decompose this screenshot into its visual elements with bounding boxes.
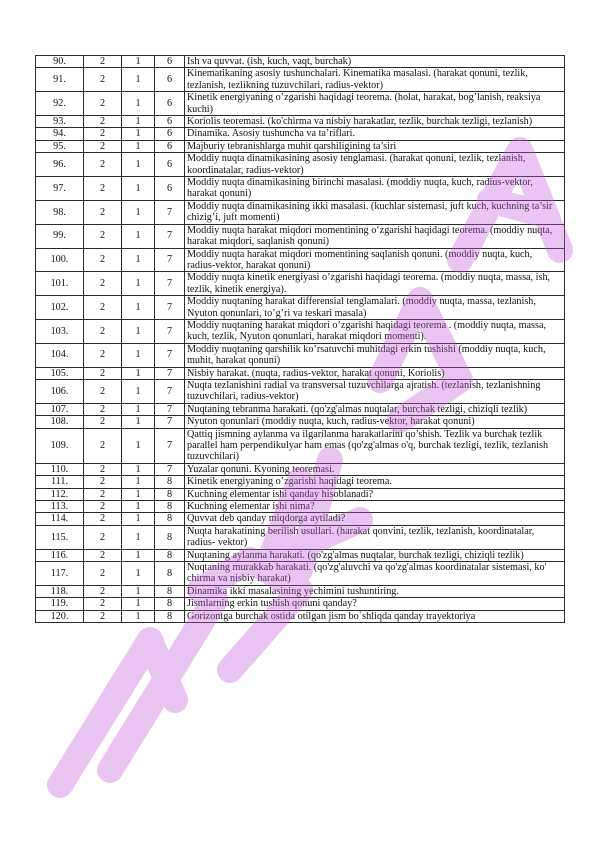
table-row (36, 177, 565, 201)
row-col-a: 2 (84, 140, 122, 152)
row-text: Kinetik energiyaning o’zgarishi haqidagi teorema. (holat, harakat, bog’lanish, reaksiya kuchi) (185, 92, 565, 116)
row-text: Majburiy tebranishlarga muhit qarshiligining ta’siri (185, 140, 565, 152)
row-col-b: 1 (122, 525, 155, 549)
row-number: 107. (36, 403, 84, 415)
row-col-b: 1 (122, 513, 155, 525)
row-number: 119. (36, 598, 84, 610)
row-col-a: 2 (84, 343, 122, 367)
row-col-c: 7 (155, 416, 185, 428)
row-text: Nuqta tezlanishini radial va transversal tuzuvchilarga ajratish. (tezlanish, tezlanishning tuzuvchilari, radius-vektor) (185, 379, 565, 403)
row-text: Quvvat deb qanday miqdorga aytiladi? (185, 513, 565, 525)
row-col-a: 2 (84, 403, 122, 415)
table-row (36, 140, 565, 152)
row-col-a: 2 (84, 513, 122, 525)
row-text: Dinamika ikki masalasining yechimini tushuntiring. (185, 585, 565, 597)
row-number: 117. (36, 562, 84, 586)
row-text: Gorizontga burchak ostida otilgan jism bo`shliqda qanday trayektoriya (185, 610, 565, 622)
row-col-b: 1 (122, 128, 155, 140)
row-col-b: 1 (122, 56, 155, 68)
row-col-b: 1 (122, 116, 155, 128)
table-row (36, 428, 565, 463)
row-col-b: 1 (122, 598, 155, 610)
row-col-a: 2 (84, 128, 122, 140)
row-text: Moddiy nuqtaning harakat differensial tenglamalari. (moddiy nuqta, massa, tezlanish, Nyuton qonunlari, to’g’ri va teskari masala) (185, 296, 565, 320)
row-col-b: 1 (122, 379, 155, 403)
row-text: Nisbiy harakat. (nuqta, radius-vektor, harakat qonuni, Koriolis) (185, 367, 565, 379)
row-text: Moddiy nuqtaning harakat miqdori o’zgarishi haqidagi teorema . (moddiy nuqta, massa, kuch, tezlik, Nyuton qonunlari, harakat miqdori momenti). (185, 319, 565, 343)
table-row (36, 367, 565, 379)
row-col-a: 2 (84, 116, 122, 128)
row-col-b: 1 (122, 428, 155, 463)
row-col-b: 1 (122, 403, 155, 415)
row-number: 110. (36, 463, 84, 475)
row-number: 111. (36, 476, 84, 488)
row-text: Kinematikaning asosiy tushunchalari. Kinematika masalasi. (harakat qonuni, tezlik, tezlanish, tezlikning tuzuvchilari, radius-vektor) (185, 68, 565, 92)
row-text: Qattiq jismning aylanma va ilgarilanma harakatlarini qo’shish. Tezlik va burchak tezlik parallel ham perpendikulyar ham emas (qo'zg'almas o'q, burchak tezligi, tezlik, tezlanish tuzuvchilari) (185, 428, 565, 463)
row-col-b: 1 (122, 476, 155, 488)
row-col-a: 2 (84, 367, 122, 379)
table-row (36, 488, 565, 500)
row-col-c: 8 (155, 562, 185, 586)
row-text: Nuqtaning aylanma harakati. (qo'zg'almas nuqtalar, burchak tezligi, chiziqli tezlik) (185, 549, 565, 561)
row-number: 115. (36, 525, 84, 549)
row-col-b: 1 (122, 610, 155, 622)
row-col-a: 2 (84, 92, 122, 116)
table-row (36, 585, 565, 597)
row-col-a: 2 (84, 610, 122, 622)
row-text: Kinetik energiyaning o’zgarishi haqidagi teorema. (185, 476, 565, 488)
row-col-b: 1 (122, 416, 155, 428)
table-row (36, 403, 565, 415)
row-number: 104. (36, 343, 84, 367)
row-col-b: 1 (122, 463, 155, 475)
row-col-a: 2 (84, 562, 122, 586)
row-col-b: 1 (122, 501, 155, 513)
row-number: 116. (36, 549, 84, 561)
row-col-b: 1 (122, 153, 155, 177)
row-col-c: 7 (155, 403, 185, 415)
row-col-b: 1 (122, 562, 155, 586)
row-number: 99. (36, 224, 84, 248)
row-text: Moddiy nuqtaning qarshilik ko’rsatuvchi muhitdagi erkin tushishi (moddiy nuqta, kuch, muhit, harakat qonuni) (185, 343, 565, 367)
table-row (36, 463, 565, 475)
table-row (36, 319, 565, 343)
row-number: 102. (36, 296, 84, 320)
row-text: Moddiy nuqta dinamikasining asosiy tenglamasi. (harakat qonuni, tezlik, tezlanish, koordinatalar, radius-vektor) (185, 153, 565, 177)
row-number: 101. (36, 272, 84, 296)
table-row (36, 501, 565, 513)
table-row (36, 248, 565, 272)
row-text: Nuqtaning murakkab harakati. (qo'zg'aluvchi va qo'zg'almas koordinatalar sistemasi, ko' chirma va nisbiy harakat) (185, 562, 565, 586)
row-col-a: 2 (84, 272, 122, 296)
row-col-c: 6 (155, 177, 185, 201)
table-row (36, 200, 565, 224)
table-row (36, 525, 565, 549)
row-col-c: 6 (155, 128, 185, 140)
row-col-c: 8 (155, 501, 185, 513)
row-number: 120. (36, 610, 84, 622)
row-text: Kuchning elementar ishi nima? (185, 501, 565, 513)
row-number: 113. (36, 501, 84, 513)
row-number: 100. (36, 248, 84, 272)
table-row (36, 56, 565, 68)
row-text: Kuchning elementar ishi qanday hisoblanadi? (185, 488, 565, 500)
row-col-c: 7 (155, 224, 185, 248)
question-table (35, 55, 565, 623)
table-row (36, 224, 565, 248)
row-text: Ish va quvvat. (ish, kuch, vaqt, burchak) (185, 56, 565, 68)
row-number: 103. (36, 319, 84, 343)
table-row (36, 379, 565, 403)
row-text: Nuqtaning tebranma harakati. (qo'zg'almas nuqtalar, burchak tezligi, chiziqli tezlik) (185, 403, 565, 415)
table-row (36, 116, 565, 128)
row-col-a: 2 (84, 68, 122, 92)
row-col-b: 1 (122, 200, 155, 224)
row-col-c: 7 (155, 379, 185, 403)
row-text: Moddiy nuqta harakat miqdori momentining saqlanish qonuni. (moddiy nuqta, kuch, radius-vektor, harakat qonuni) (185, 248, 565, 272)
row-col-c: 7 (155, 367, 185, 379)
row-col-c: 8 (155, 525, 185, 549)
row-col-c: 7 (155, 428, 185, 463)
row-text: Moddiy nuqta dinamikasining ikki masalasi. (kuchlar sistemasi, juft kuch, kuchning ta’sir chizig’i, juft momenti) (185, 200, 565, 224)
row-col-a: 2 (84, 200, 122, 224)
row-col-b: 1 (122, 140, 155, 152)
row-col-c: 6 (155, 56, 185, 68)
row-text: Dinamika. Asosiy tushuncha va ta’riflari. (185, 128, 565, 140)
row-col-a: 2 (84, 177, 122, 201)
row-col-b: 1 (122, 92, 155, 116)
row-number: 94. (36, 128, 84, 140)
row-col-a: 2 (84, 525, 122, 549)
table-row (36, 128, 565, 140)
table-row (36, 68, 565, 92)
row-text: Koriolis teoremasi. (ko'chirma va nisbiy harakatlar, tezlik, burchak tezligi, tezlanish) (185, 116, 565, 128)
row-col-c: 8 (155, 549, 185, 561)
row-col-c: 7 (155, 272, 185, 296)
row-number: 106. (36, 379, 84, 403)
table-row (36, 476, 565, 488)
row-number: 114. (36, 513, 84, 525)
row-text: Jismlarning erkin tushish qonuni qanday? (185, 598, 565, 610)
table-row (36, 562, 565, 586)
row-col-a: 2 (84, 248, 122, 272)
row-col-b: 1 (122, 549, 155, 561)
row-col-a: 2 (84, 319, 122, 343)
row-col-a: 2 (84, 501, 122, 513)
row-col-c: 8 (155, 598, 185, 610)
table-body (36, 56, 565, 623)
row-col-c: 6 (155, 116, 185, 128)
row-number: 93. (36, 116, 84, 128)
row-col-a: 2 (84, 549, 122, 561)
row-col-b: 1 (122, 343, 155, 367)
row-number: 112. (36, 488, 84, 500)
row-col-b: 1 (122, 296, 155, 320)
row-text: Moddiy nuqta dinamikasining birinchi masalasi. (moddiy nuqta, kuch, radius-vektor, harakat qonuni) (185, 177, 565, 201)
row-col-b: 1 (122, 272, 155, 296)
row-col-c: 6 (155, 153, 185, 177)
row-col-a: 2 (84, 463, 122, 475)
row-text: Nuqta harakatining berilish usullari. (harakat qonvini, tezlik, tezlanish, koordinatalar, radius- vektor) (185, 525, 565, 549)
row-col-c: 8 (155, 610, 185, 622)
row-col-a: 2 (84, 488, 122, 500)
row-col-b: 1 (122, 319, 155, 343)
row-col-c: 7 (155, 296, 185, 320)
row-col-c: 8 (155, 585, 185, 597)
row-text: Nyuton qonunlari (moddiy nuqta, kuch, radius-vektor, harakat qonuni) (185, 416, 565, 428)
row-col-a: 2 (84, 476, 122, 488)
row-col-a: 2 (84, 296, 122, 320)
row-col-c: 8 (155, 513, 185, 525)
table-row (36, 272, 565, 296)
row-number: 118. (36, 585, 84, 597)
row-number: 92. (36, 92, 84, 116)
row-number: 96. (36, 153, 84, 177)
table-row (36, 296, 565, 320)
row-text: Yuzalar qonuni. Kyoning teoremasi. (185, 463, 565, 475)
row-col-c: 8 (155, 476, 185, 488)
row-number: 95. (36, 140, 84, 152)
row-col-a: 2 (84, 224, 122, 248)
row-col-c: 6 (155, 92, 185, 116)
table-row (36, 513, 565, 525)
row-col-c: 7 (155, 319, 185, 343)
row-col-a: 2 (84, 416, 122, 428)
row-number: 108. (36, 416, 84, 428)
row-col-c: 7 (155, 248, 185, 272)
row-col-a: 2 (84, 598, 122, 610)
row-col-b: 1 (122, 248, 155, 272)
row-col-b: 1 (122, 488, 155, 500)
row-col-b: 1 (122, 585, 155, 597)
row-col-c: 7 (155, 343, 185, 367)
row-col-a: 2 (84, 56, 122, 68)
row-text: Moddiy nuqta kinetik energiyasi o’zgarishi haqidagi teorema. (moddiy nuqta, massa, ish, tezlik, kinetik energiya). (185, 272, 565, 296)
row-col-b: 1 (122, 177, 155, 201)
row-col-b: 1 (122, 68, 155, 92)
row-col-c: 6 (155, 68, 185, 92)
row-number: 98. (36, 200, 84, 224)
table-row (36, 153, 565, 177)
row-col-a: 2 (84, 428, 122, 463)
row-number: 97. (36, 177, 84, 201)
table-row (36, 610, 565, 622)
row-col-b: 1 (122, 367, 155, 379)
row-text: Moddiy nuqta harakat miqdori momentining o‘zgarishi haqidagi teorema. (moddiy nuqta, harakat miqdori, saqlanish qonuni) (185, 224, 565, 248)
row-number: 90. (36, 56, 84, 68)
row-col-c: 6 (155, 140, 185, 152)
row-col-c: 7 (155, 200, 185, 224)
row-col-a: 2 (84, 379, 122, 403)
row-number: 109. (36, 428, 84, 463)
row-col-c: 7 (155, 463, 185, 475)
table-row (36, 92, 565, 116)
row-number: 91. (36, 68, 84, 92)
table-row (36, 343, 565, 367)
row-col-c: 8 (155, 488, 185, 500)
table-row (36, 598, 565, 610)
row-col-b: 1 (122, 224, 155, 248)
row-col-a: 2 (84, 585, 122, 597)
table-row (36, 549, 565, 561)
row-number: 105. (36, 367, 84, 379)
table-row (36, 416, 565, 428)
row-col-a: 2 (84, 153, 122, 177)
